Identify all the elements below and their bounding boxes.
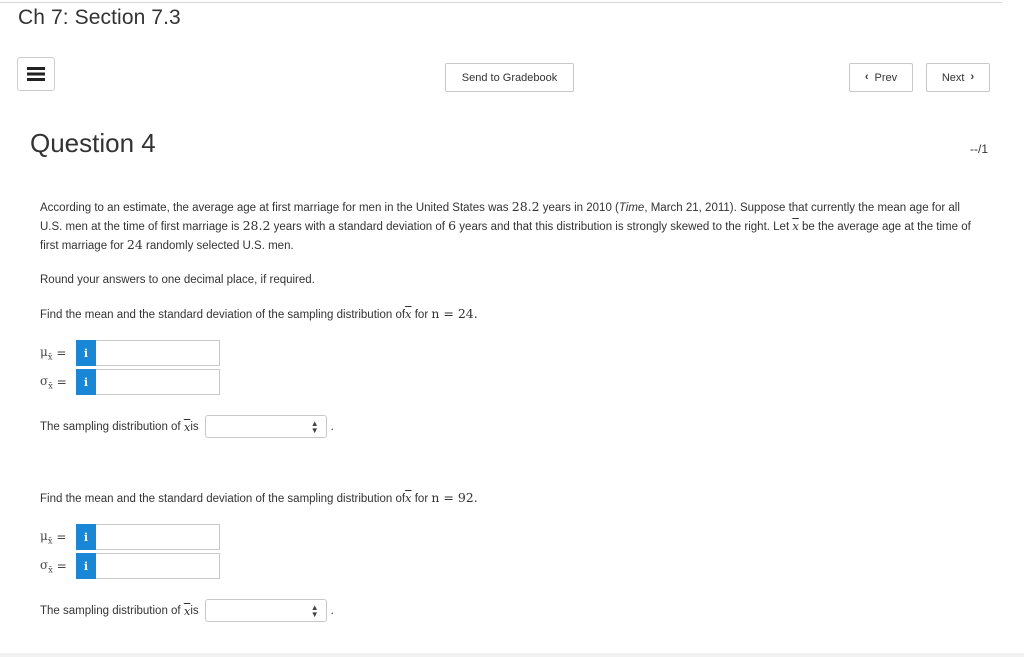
part-b-mean-label — [40, 529, 76, 545]
part-a-sd-input[interactable] — [96, 369, 220, 395]
part-a-n-value: n = 24. — [431, 306, 478, 321]
paragraph-xbar: $\overline{x}$ — [792, 219, 799, 233]
part-a-find-text: Find the mean and the standard deviation of the sampling distribution of — [40, 309, 406, 321]
hamburger-icon — [27, 67, 45, 81]
info-icon: i — [83, 375, 89, 389]
send-to-gradebook-button[interactable] — [445, 63, 574, 92]
paragraph-std-dev: 6 — [448, 218, 457, 233]
bottom-bar — [0, 653, 1024, 657]
part-b-mean-info-button[interactable] — [76, 524, 96, 550]
round-note: Round your answers to one decimal place, if required. — [40, 274, 315, 286]
part-b-sd-label — [40, 558, 76, 574]
chevron-right-icon: › — [970, 71, 975, 83]
paragraph-text: years with a standard deviation of — [270, 221, 449, 233]
xbar-subscript: x̄ — [47, 352, 53, 362]
paragraph-text: randomly selected U.S. men. — [142, 240, 294, 252]
period: . — [330, 420, 334, 433]
paragraph-text: According to an estimate, the average age at first marriage for men in the United States was — [40, 202, 512, 214]
page-title: Ch 7: Section 7.3 — [18, 6, 181, 29]
part-a-dist-label: The sampling distribution of — [40, 420, 181, 433]
paragraph-text: years in 2010 ( — [539, 202, 619, 214]
select-arrows-icon: ▲ ▼ — [310, 419, 319, 435]
part-b-sd-row — [40, 553, 220, 579]
prev-label: Prev — [874, 71, 898, 84]
question-title: Question 4 — [30, 128, 156, 158]
question-score: --/1 — [970, 142, 988, 156]
part-a-mean-label — [40, 345, 76, 361]
equals-sign: = — [56, 529, 67, 544]
part-a-instruction — [40, 305, 478, 324]
mu-symbol: μ — [40, 344, 48, 359]
part-b-mean-row — [40, 524, 220, 550]
next-label: Next — [941, 71, 965, 84]
chevron-left-icon: ‹ — [864, 71, 869, 83]
part-a-distribution-select[interactable] — [205, 415, 327, 438]
sigma-symbol: σ — [40, 557, 49, 572]
part-a-xbar: $\overline{x}$ — [405, 307, 412, 321]
next-button[interactable] — [926, 63, 990, 92]
part-a-dist-label-post: is — [190, 420, 199, 433]
part-a-dist-xbar: $\overline{x}$ — [183, 419, 191, 434]
part-b-instruction — [40, 489, 478, 508]
paragraph-text: , March 21, 2011). Suppose that currently the mean age for all U.S. men at the time of first marriage is — [40, 202, 960, 233]
part-a-sd-info-button[interactable] — [76, 369, 96, 395]
prev-button[interactable] — [849, 63, 913, 92]
xbar-subscript: x̄ — [48, 565, 53, 575]
part-a-sd-label — [40, 374, 76, 390]
part-b-dist-label-post: is — [190, 604, 199, 617]
mu-symbol: μ — [40, 528, 48, 543]
equals-sign: = — [56, 374, 67, 389]
xbar-subscript: x̄ — [48, 381, 53, 391]
menu-button[interactable] — [17, 57, 55, 91]
paragraph-age-2010: 28.2 — [511, 199, 540, 214]
part-a-distribution-line — [40, 415, 334, 438]
part-b-dist-label: The sampling distribution of — [40, 604, 181, 617]
paragraph-sample-size: 24 — [126, 237, 143, 252]
part-b-distribution-select[interactable] — [205, 599, 327, 622]
paragraph-source: Time — [618, 202, 645, 214]
part-b-distribution-line — [40, 599, 334, 622]
info-icon: i — [83, 559, 89, 573]
question-paragraph — [40, 198, 985, 255]
part-b-mean-input[interactable] — [96, 524, 220, 550]
send-to-gradebook-label: Send to Gradebook — [461, 71, 558, 84]
period: . — [330, 604, 334, 617]
part-b-dist-xbar: $\overline{x}$ — [183, 603, 191, 618]
equals-sign: = — [56, 558, 67, 573]
sigma-symbol: σ — [40, 373, 49, 388]
info-icon: i — [83, 346, 89, 360]
paragraph-mean-age: 28.2 — [242, 218, 271, 233]
part-b-for-text: for — [411, 493, 432, 505]
part-b-find-text: Find the mean and the standard deviation of the sampling distribution of — [40, 493, 406, 505]
xbar-subscript: x̄ — [47, 536, 53, 546]
part-a-for-text: for — [411, 309, 432, 321]
part-a-mean-input[interactable] — [96, 340, 220, 366]
part-a-sd-row — [40, 369, 220, 395]
paragraph-text: years and that this distribution is strongly skewed to the right. Let — [456, 221, 793, 233]
part-a-mean-row — [40, 340, 220, 366]
part-b-n-value: n = 92. — [431, 490, 478, 505]
part-b-xbar: $\overline{x}$ — [405, 491, 412, 505]
part-b-sd-input[interactable] — [96, 553, 220, 579]
top-divider — [0, 2, 1002, 3]
equals-sign: = — [56, 345, 67, 360]
part-a-mean-info-button[interactable] — [76, 340, 96, 366]
info-icon: i — [83, 530, 89, 544]
part-b-sd-info-button[interactable] — [76, 553, 96, 579]
paragraph-text: be the average age at the time of first marriage for — [40, 221, 971, 252]
select-arrows-icon: ▲ ▼ — [310, 603, 319, 619]
